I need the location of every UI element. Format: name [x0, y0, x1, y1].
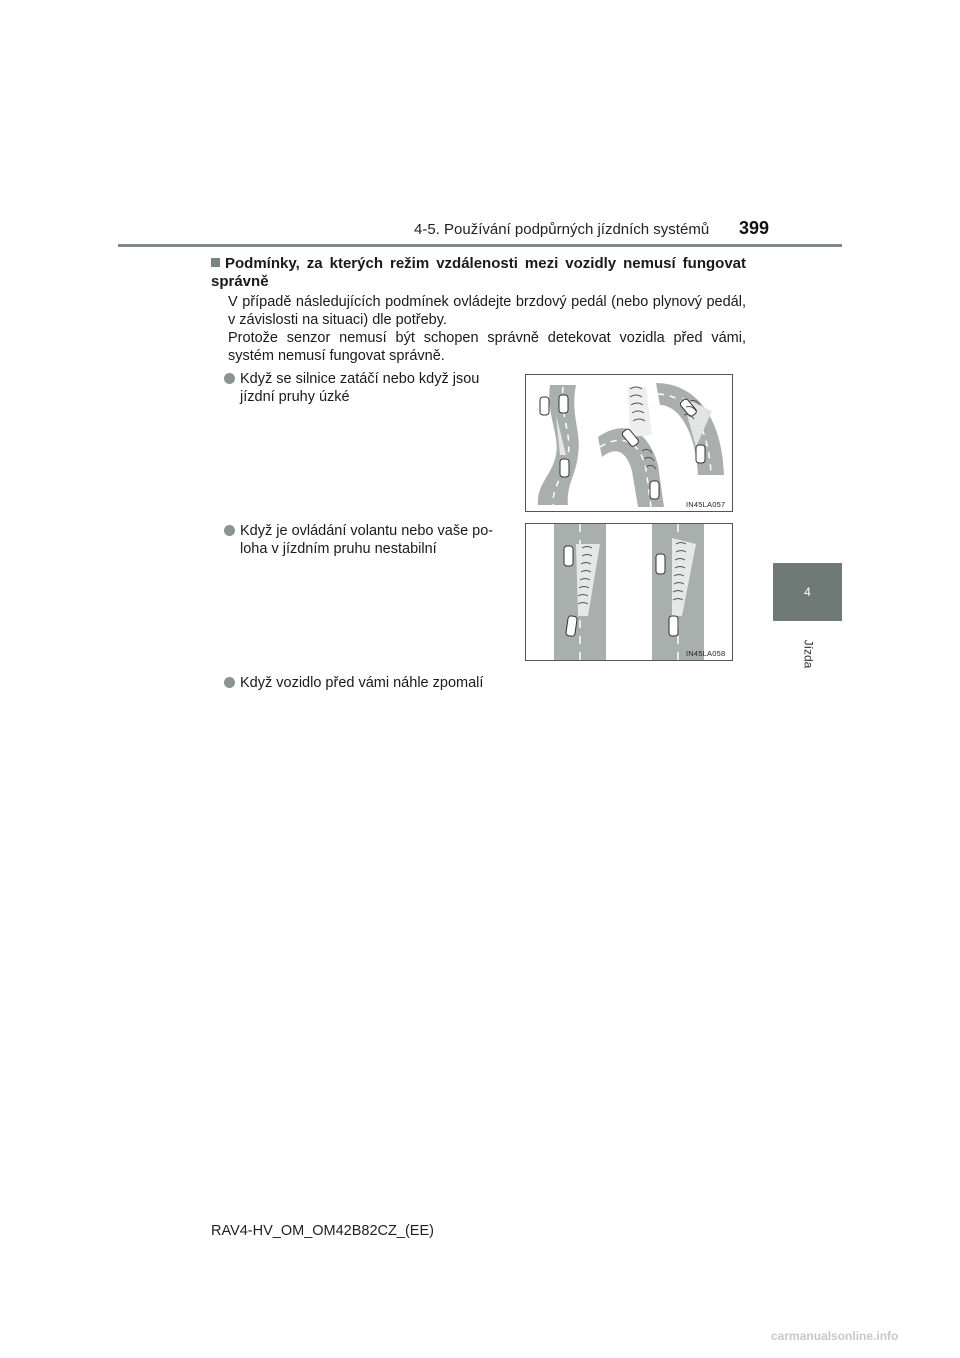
bullet-item-1: [224, 370, 500, 406]
bullet-item-3: [224, 674, 524, 692]
chapter-tab[interactable]: [773, 563, 842, 621]
chapter-number: 4: [804, 585, 811, 599]
watermark-link[interactable]: carmanualsonline.info: [771, 1329, 899, 1343]
bullet-1-line1: Když se silnice zatáčí nebo když jsou: [240, 371, 480, 387]
bullet-2-line2: loha v jízdním pruhu nestabilní: [240, 541, 437, 557]
square-bullet-icon: [211, 258, 220, 267]
car-icon: [696, 445, 705, 463]
section-body: [228, 293, 746, 365]
car-icon: [564, 546, 573, 566]
sensor-beam: [628, 387, 652, 437]
bullet-dot-icon: [224, 373, 235, 384]
figure-code-1: IN45LA057: [686, 500, 726, 509]
road-bend: [656, 383, 724, 475]
section-heading-text: Podmínky, za kterých režim vzdálenosti mezi vozidly nemusí fungovat správně: [211, 255, 746, 290]
figure-curved-roads: [525, 374, 733, 512]
bullet-dot-icon: [224, 677, 235, 688]
bullet-item-2: [224, 522, 500, 558]
car-icon: [669, 616, 678, 636]
car-icon: [656, 554, 665, 574]
header-rule: [118, 244, 842, 247]
bullet-2-line1: Když je ovládání volantu nebo vaše po-: [240, 523, 494, 539]
curved-roads-illustration: [526, 375, 732, 511]
car-icon: [559, 395, 568, 413]
footer-model-code: RAV4-HV_OM_OM42B82CZ_(EE): [211, 1223, 434, 1239]
bullet-1-line2: jízdní pruhy úzké: [240, 389, 350, 405]
figure-straight-roads: [525, 523, 733, 661]
figure-code-2: IN45LA058: [686, 649, 726, 658]
chapter-title: 4-5. Používání podpůrných jízdních systémů: [414, 221, 710, 238]
section-heading: [211, 255, 746, 291]
paragraph-2: Protože senzor nemusí být schopen správně detekovat vozidla před vámi, systém nemusí fungovat správně.: [228, 330, 746, 364]
chapter-side-label: [781, 630, 835, 678]
chapter-label: Jízda: [801, 639, 815, 669]
car-icon: [540, 397, 549, 415]
straight-roads-illustration: [526, 524, 732, 660]
bullet-3-line1: Když vozidlo před vámi náhle zpomalí: [240, 675, 484, 691]
bullet-dot-icon: [224, 525, 235, 536]
page-number: 399: [739, 218, 770, 238]
paragraph-1: V případě následujících podmínek ovládejte brzdový pedál (nebo plynový pedál, v závislosti na situaci) dle potřeby.: [228, 294, 746, 328]
car-icon: [650, 481, 659, 499]
car-icon: [560, 459, 569, 477]
